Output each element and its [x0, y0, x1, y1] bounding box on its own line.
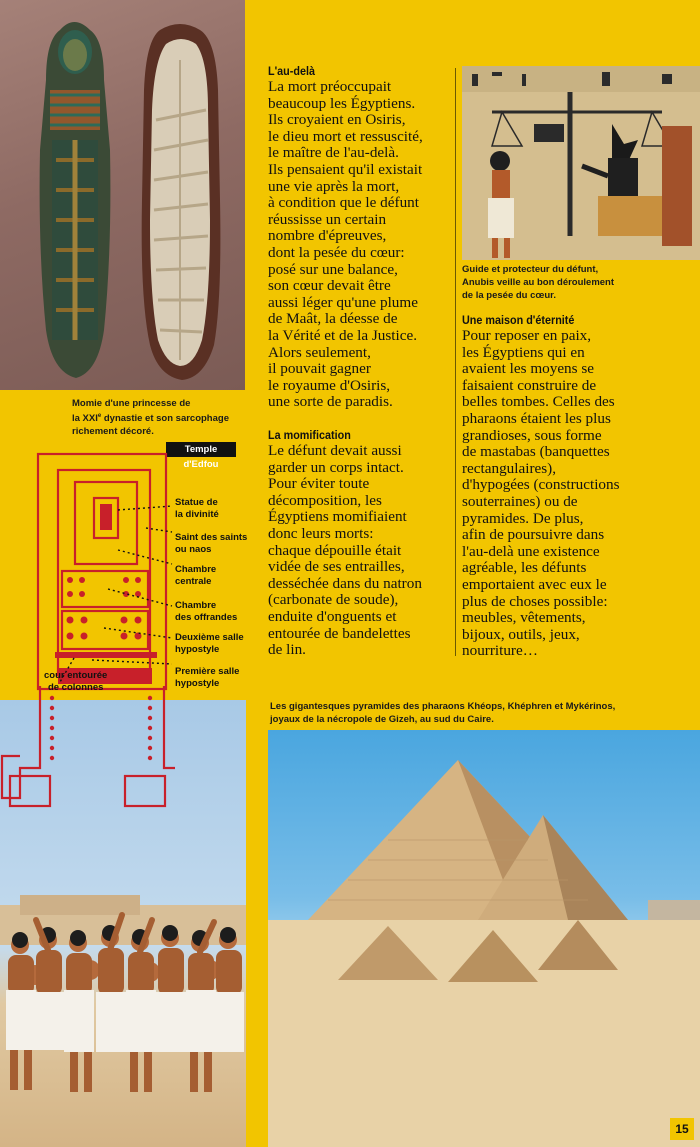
temple-label-central	[175, 564, 216, 588]
anubis-picture	[462, 66, 700, 260]
temple-label-naos-l2: ou naos	[175, 544, 212, 555]
pyramids-caption	[270, 700, 698, 726]
mummy-caption-line3: richement décoré.	[72, 426, 154, 438]
eternite-heading: Une maison d'éternité	[462, 313, 575, 327]
eternite-line: grandioses, sous forme	[462, 426, 602, 444]
momification-line: entourée de bandelettes	[268, 624, 411, 642]
temple-label-courtyard-l2: de colonnes	[47, 682, 104, 693]
momification-line: (carbonate de soude),	[268, 591, 399, 609]
momification-section	[268, 428, 458, 659]
momification-line: Égyptiens momifiaient	[268, 508, 407, 526]
audela-line: réussisse un certain	[268, 210, 387, 228]
eternite-line: souterraines) ou de	[462, 492, 578, 510]
audela-line: une sorte de paradis.	[268, 393, 393, 411]
column-divider	[455, 68, 456, 656]
momification-line: Pour éviter toute	[268, 475, 370, 493]
temple-label-offerings-l2: des offrandes	[175, 612, 238, 623]
temple-label-offerings-l1: Chambre	[175, 600, 217, 611]
mummy-photo	[0, 0, 245, 390]
giza-pyramids-illustration	[268, 730, 700, 1147]
momification-heading: La momification	[268, 428, 351, 442]
eternite-line: les Égyptiens qui en	[462, 343, 585, 361]
temple-label-second-hall-l2: hypostyle	[175, 644, 220, 655]
eternite-line: pyramides. De plus,	[462, 509, 584, 527]
eternite-line: l'au-delà une existence	[462, 542, 600, 560]
eternite-line: belles tombes. Celles des	[462, 393, 615, 411]
eternite-line: pharaons étaient les plus	[462, 409, 611, 427]
eternite-line: avaient les moyens se	[462, 360, 595, 378]
momification-line: donc leurs morts:	[268, 524, 374, 542]
audela-line: posé sur une balance,	[268, 260, 398, 278]
mummy-caption-sup: e	[97, 413, 102, 419]
temple-label-first-hall-l2: hypostyle	[175, 678, 220, 689]
page-number	[670, 1118, 694, 1140]
mummy-caption	[72, 397, 252, 438]
anubis-caption-line: Guide et protecteur du défunt,	[462, 264, 599, 275]
eternite-line: agréable, les défunts	[462, 559, 587, 577]
audela-line: aussi léger qu'une plume	[268, 293, 418, 311]
temple-label-naos-l1: Saint des saints	[175, 532, 248, 543]
mummy-sarcophagus-illustration	[0, 0, 245, 390]
temple-label-second-hall-l1: Deuxième salle	[175, 632, 244, 643]
temple-label-statue-l2: la divinité	[175, 509, 219, 520]
page-number-text: 15	[675, 1122, 689, 1136]
momification-line: enduite d'onguents et	[268, 607, 397, 625]
eternite-line: plus de choses possible:	[462, 592, 608, 610]
pyramids-caption-line2: joyaux de la nécropole de Gizeh, au sud du Caire.	[270, 714, 494, 725]
audela-line: le royaume d'Osiris,	[268, 376, 391, 394]
temple-label-offerings	[175, 600, 237, 624]
momification-line: de lin.	[268, 641, 306, 659]
momification-body	[268, 443, 458, 659]
audela-line: une vie après la mort,	[268, 177, 400, 195]
anubis-caption-line: de la pesée du cœur.	[462, 290, 556, 301]
temple-label-second-hall	[175, 632, 244, 656]
audela-line: le dieu mort et ressuscité,	[268, 127, 423, 145]
audela-line: dont la pesée du cœur:	[268, 243, 405, 261]
mummy-caption-line2b: dynastie et son sarcophage	[101, 413, 229, 425]
eternite-section	[462, 313, 698, 660]
temple-label-naos	[175, 532, 247, 556]
temple-label-statue-l1: Statue de	[175, 497, 218, 508]
momification-line: décomposition, les	[268, 491, 382, 509]
audela-line: nombre d'épreuves,	[268, 227, 387, 245]
momification-line: desséchée dans du natron	[268, 574, 422, 592]
temple-label-statue	[175, 497, 219, 521]
mummy-caption-line1: Momie d'une princesse de	[72, 398, 191, 409]
momification-line: vidée de ses entrailles,	[268, 558, 405, 576]
audela-line: il pouvait gagner	[268, 360, 371, 378]
temple-plan	[0, 446, 175, 816]
audela-section	[268, 64, 458, 411]
eternite-line: de mastabas (banquettes	[462, 443, 610, 461]
pyramids-caption-line1: Les gigantesques pyramides des pharaons Khéops, Khéphren et Mykérinos,	[270, 701, 616, 712]
audela-line: Ils pensaient qu'il existait	[268, 160, 423, 178]
audela-line: son cœur devait être	[268, 277, 391, 295]
eternite-line: emportaient avec eux le	[462, 575, 607, 593]
eternite-line: afin de poursuivre dans	[462, 526, 605, 544]
audela-line: le maître de l'au-delà.	[268, 144, 399, 162]
eternite-line: meubles, vêtements,	[462, 609, 586, 627]
audela-line: à condition que le défunt	[268, 194, 419, 212]
eternite-line: Pour reposer en paix,	[462, 327, 592, 344]
temple-label-central-l1: Chambre	[175, 564, 217, 575]
audela-line: beaucoup les Égyptiens.	[268, 94, 416, 112]
audela-line: la Vérité et de la Justice.	[268, 326, 418, 344]
eternite-body	[462, 328, 698, 660]
momification-line: Le défunt devait aussi	[268, 442, 402, 459]
audela-heading: L'au-delà	[268, 64, 315, 78]
audela-line: de Maât, la déesse de	[268, 310, 398, 328]
temple-title: Temple d'Edfou	[183, 444, 219, 470]
temple-label-first-hall-l1: Première salle	[175, 666, 240, 677]
temple-title-box	[166, 442, 236, 470]
eternite-line: rectangulaires),	[462, 459, 557, 477]
eternite-line: d'hypogées (constructions	[462, 476, 620, 494]
audela-line: Ils croyaient en Osiris,	[268, 111, 406, 129]
audela-body	[268, 79, 458, 411]
momification-line: chaque dépouille était	[268, 541, 402, 559]
anubis-caption-line: Anubis veille au bon déroulement	[462, 277, 615, 288]
temple-label-first-hall	[175, 666, 239, 690]
mummy-caption-line2a: la XXI	[72, 413, 98, 425]
audela-line: Alors seulement,	[268, 343, 371, 361]
audela-line: La mort préoccupait	[268, 78, 392, 95]
momification-line: garder un corps intact.	[268, 458, 404, 476]
anubis-caption	[462, 263, 700, 302]
eternite-line: bijoux, outils, jeux,	[462, 625, 580, 643]
temple-label-courtyard	[44, 670, 107, 694]
pyramids-photo	[268, 730, 700, 1147]
eternite-line: faisaient construire de	[462, 376, 597, 394]
eternite-line: nourriture…	[462, 642, 538, 660]
anubis-weighing-heart-illustration	[462, 66, 700, 260]
temple-label-courtyard-l1: cour entourée	[44, 670, 108, 681]
temple-label-central-l2: centrale	[175, 576, 212, 587]
